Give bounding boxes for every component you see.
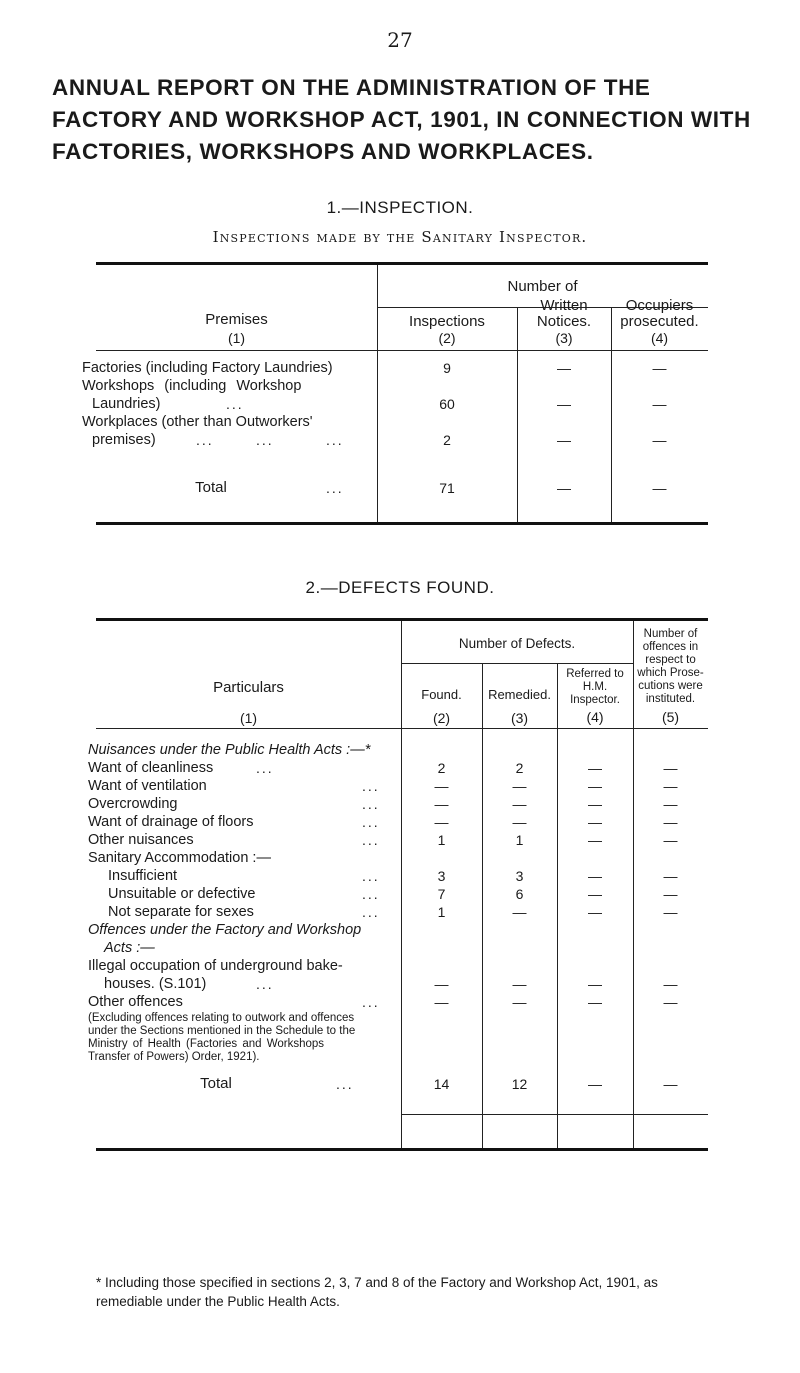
- report-title: ANNUAL REPORT ON THE ADMINISTRATION OF THE FACTORY AND WORKSHOP ACT, 1901, IN CONNECTION WITH FACTORIES, WORKSHOPS AND WORKPLACES.: [52, 75, 751, 164]
- offences-header: Number of: [643, 628, 698, 640]
- defect-row-other-offences: Other offences: [88, 994, 183, 1010]
- defect-row-cleanliness: Want of cleanliness: [88, 760, 214, 776]
- premises-row-factories: Factories (including Factory Laundries): [82, 360, 333, 376]
- defect-row-drainage: Want of drainage of floors: [88, 814, 254, 830]
- defect-row-unsuitable: Unsuitable or defective: [108, 886, 256, 902]
- section1-heading: 1.—INSPECTION.: [326, 198, 474, 217]
- defect-row-not-separate: Not separate for sexes: [108, 904, 254, 920]
- referred-header: Referred to: [566, 668, 624, 680]
- number-of-defects-header: Number of Defects.: [458, 636, 576, 651]
- defect-row-other-nuisances: Other nuisances: [88, 832, 194, 848]
- defect-row-ventilation: Want of ventilation: [88, 778, 207, 794]
- excluding-note: (Excluding offences relating to outwork and offences: [88, 1012, 355, 1024]
- sanitary-heading: Sanitary Accommodation :—: [88, 850, 271, 866]
- nuisances-heading: Nuisances under the Public Health Acts :—*: [88, 742, 371, 758]
- inspection-total-label: Total: [195, 479, 227, 496]
- defect-row-overcrowding: Overcrowding: [88, 796, 178, 812]
- offences-heading: Offences under the Factory and Workshop: [88, 922, 362, 938]
- found-header: Found.: [421, 687, 462, 702]
- defects-total-label: Total: [200, 1075, 232, 1092]
- particulars-header: Particulars: [213, 679, 284, 696]
- premises-row-workplaces: Workplaces (other than Outworkers': [82, 414, 313, 430]
- written-notices-header: Written: [540, 297, 588, 314]
- number-of-header: Number of: [507, 278, 578, 295]
- inspection-table: Number of Premises (1) Inspections (2) Written Notices. (3) Occupiers prosecuted. (4) Factories (including Factory Laundries) 9 — — Workshops (including Workshop Laundries) ... 60 — — Workplaces (other than Outworkers' premises) ... ... ... 2 — —: [96, 262, 708, 464]
- occupiers-prosecuted-header: Occupiers: [625, 297, 694, 314]
- defect-row-bakehouses: Illegal occupation of underground bake-: [88, 958, 343, 974]
- premises-header: Premises: [205, 311, 268, 328]
- defects-table: Number of Defects. Particulars (1) Found. (2) Remedied. (3) Referred to H.M. Inspector. (4) Number of offences in respect to which Prose- cutions were instituted. (5) Nuisances under the Public Health Acts :—* Want of cleanliness ... 2 2 — — Want of ventilation ... — — — — Overcrowding ... — — — — Want of drainage of floors ... — — — — Other nuisances ... 1 1 — — Sanitary Accommodation :— Insufficient ... 3 3 — — Unsuitable or defective ... 7 6 — — Not separate for sexes ... 1 — — — Offences under the Factory and Workshop Acts :— Illegal occupation of underground bake- houses. (S.101) ... — — — — Other offences ... — — — — (Excluding offences relating to outwork and offences under the Sections mentioned in the Schedule to the Ministry of Health (Factories and Workshops Transfer of Powers) Order, 1921). Total ... 14 12 — —: [96, 618, 708, 1150]
- remedied-header: Remedied.: [488, 687, 551, 702]
- footnote: * Including those specified in sections 2, 3, 7 and 8 of the Factory and Workshop Act, 1901, as remediable under the Public Health Acts.: [96, 1275, 658, 1309]
- inspections-header: Inspections: [409, 313, 485, 330]
- inspection-table-footer: [96, 464, 708, 474]
- page-number: 27: [387, 28, 413, 52]
- defect-row-insufficient: Insufficient: [108, 868, 178, 884]
- section1-subheading: Inspections made by the Sanitary Inspector.: [212, 228, 588, 246]
- section2-heading: 2.—DEFECTS FOUND.: [305, 578, 495, 597]
- premises-row-workshops: Workshops (including Workshop: [82, 378, 302, 394]
